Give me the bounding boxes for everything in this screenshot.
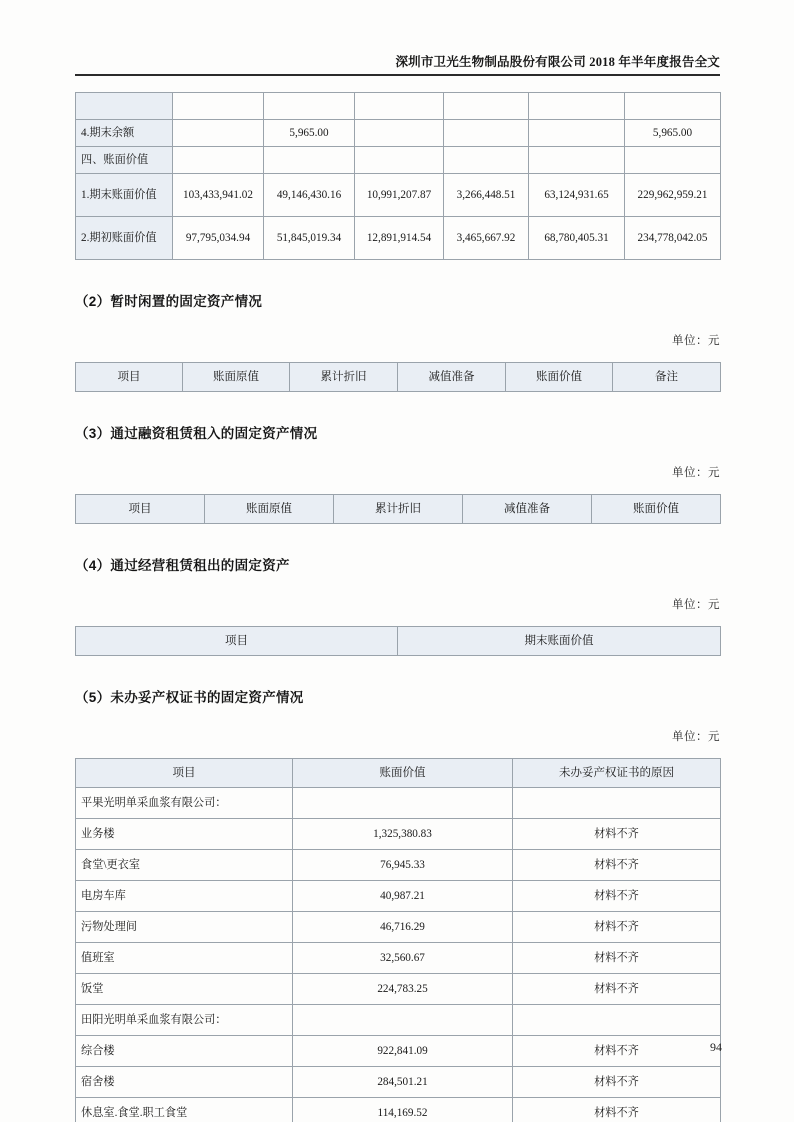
spacer	[75, 348, 720, 362]
table-row	[76, 217, 721, 260]
row-value: 12,891,914.54	[355, 217, 444, 260]
section-4-unit-label: 单位：元	[672, 599, 720, 611]
row-reason: 材料不齐	[513, 819, 721, 850]
row-value: 229,962,959.21	[625, 174, 721, 217]
row-item-label: 平果光明单采血浆有限公司：	[76, 788, 293, 819]
row-value	[444, 120, 529, 147]
table-header-row	[76, 363, 721, 392]
column-header-impairment-provision: 减值准备	[398, 363, 506, 392]
table-row	[76, 974, 721, 1005]
row-reason	[513, 1005, 721, 1036]
section-2-unit-label: 单位：元	[672, 335, 720, 347]
row-item-label: 电房车库	[76, 881, 293, 912]
row-item-label: 业务楼	[76, 819, 293, 850]
row-reason: 材料不齐	[513, 881, 721, 912]
section-5-title: （5）未办妥产权证书的固定资产情况	[75, 690, 304, 705]
column-header-reason: 未办妥产权证书的原因	[513, 759, 721, 788]
continued-table-body	[76, 93, 721, 260]
row-reason: 材料不齐	[513, 1067, 721, 1098]
operating-lease-out-assets-table	[75, 626, 721, 656]
header-divider-rule	[75, 74, 720, 76]
idle-fixed-assets-table-head	[76, 363, 721, 392]
row-book-value: 32,560.67	[293, 943, 513, 974]
row-value: 103,433,941.02	[173, 174, 264, 217]
row-value	[355, 147, 444, 174]
column-header-accumulated-depreciation: 累计折旧	[290, 363, 398, 392]
row-reason	[513, 788, 721, 819]
column-header-remark: 备注	[613, 363, 721, 392]
section-5-unit-label: 单位：元	[672, 731, 720, 743]
section-2-title: （2）暂时闲置的固定资产情况	[75, 294, 263, 309]
running-header-title: 深圳市卫光生物制品股份有限公司 2018 年半年度报告全文	[395, 55, 720, 69]
row-item-label: 饭堂	[76, 974, 293, 1005]
row-value	[529, 120, 625, 147]
row-value	[264, 93, 355, 120]
spacer	[75, 656, 720, 686]
row-value	[444, 147, 529, 174]
row-book-value: 114,169.52	[293, 1098, 513, 1122]
row-label: 四、账面价值	[76, 147, 173, 174]
row-book-value: 40,987.21	[293, 881, 513, 912]
section-3-unit-label: 单位：元	[672, 467, 720, 479]
column-header-accumulated-depreciation: 累计折旧	[334, 495, 463, 524]
row-item-label: 休息室.食堂.职工食堂	[76, 1098, 293, 1122]
column-header-impairment-provision: 减值准备	[463, 495, 592, 524]
column-header-item: 项目	[76, 495, 205, 524]
operating-lease-out-assets-table-head	[76, 627, 721, 656]
row-value	[173, 147, 264, 174]
row-value: 63,124,931.65	[529, 174, 625, 217]
row-book-value: 284,501.21	[293, 1067, 513, 1098]
table-row	[76, 943, 721, 974]
row-value	[264, 147, 355, 174]
column-header-item: 项目	[76, 363, 183, 392]
page-number: 94	[710, 1040, 722, 1054]
row-value	[173, 93, 264, 120]
row-reason: 材料不齐	[513, 912, 721, 943]
table-row	[76, 912, 721, 943]
column-header-original-value: 账面原值	[205, 495, 334, 524]
spacer	[75, 442, 720, 464]
row-value: 3,465,667.92	[444, 217, 529, 260]
fixed-assets-continued-table	[75, 92, 721, 260]
row-value: 10,991,207.87	[355, 174, 444, 217]
row-label	[76, 93, 173, 120]
section-4-title: （4）通过经营租赁租出的固定资产	[75, 558, 290, 573]
row-value: 234,778,042.05	[625, 217, 721, 260]
row-book-value	[293, 1005, 513, 1036]
row-value: 3,266,448.51	[444, 174, 529, 217]
table-row	[76, 1036, 721, 1067]
table-header-row	[76, 495, 721, 524]
row-value: 97,795,034.94	[173, 217, 264, 260]
section-3-title: （3）通过融资租赁租入的固定资产情况	[75, 426, 318, 441]
column-header-book-value: 账面价值	[592, 495, 721, 524]
page-content	[75, 92, 720, 1122]
row-value	[355, 93, 444, 120]
row-item-label: 田阳光明单采血浆有限公司：	[76, 1005, 293, 1036]
row-value: 68,780,405.31	[529, 217, 625, 260]
row-item-label: 污物处理间	[76, 912, 293, 943]
finance-lease-in-assets-table-head	[76, 495, 721, 524]
row-reason: 材料不齐	[513, 850, 721, 881]
spacer	[75, 524, 720, 554]
row-value: 5,965.00	[264, 120, 355, 147]
spacer	[75, 744, 720, 758]
spacer	[75, 574, 720, 596]
column-header-closing-book-value: 期末账面价值	[398, 627, 721, 656]
spacer	[75, 612, 720, 626]
row-item-label: 综合楼	[76, 1036, 293, 1067]
row-reason: 材料不齐	[513, 1098, 721, 1122]
row-value	[355, 120, 444, 147]
row-label: 4.期末余额	[76, 120, 173, 147]
row-book-value: 1,325,380.83	[293, 819, 513, 850]
row-book-value	[293, 788, 513, 819]
row-value	[529, 147, 625, 174]
table-header-row	[76, 759, 721, 788]
finance-lease-in-assets-table	[75, 494, 721, 524]
row-reason: 材料不齐	[513, 1036, 721, 1067]
row-value	[173, 120, 264, 147]
table-row	[76, 1098, 721, 1122]
row-item-label: 食堂\更衣室	[76, 850, 293, 881]
table-row	[76, 850, 721, 881]
row-item-label: 值班室	[76, 943, 293, 974]
table-row	[76, 174, 721, 217]
row-book-value: 46,716.29	[293, 912, 513, 943]
column-header-original-value: 账面原值	[183, 363, 290, 392]
row-value	[444, 93, 529, 120]
row-value: 5,965.00	[625, 120, 721, 147]
row-reason: 材料不齐	[513, 943, 721, 974]
column-header-item: 项目	[76, 759, 293, 788]
table-row	[76, 120, 721, 147]
assets-without-title-certificate-table-head	[76, 759, 721, 788]
table-row	[76, 788, 721, 819]
column-header-book-value: 账面价值	[293, 759, 513, 788]
row-book-value: 922,841.09	[293, 1036, 513, 1067]
row-reason: 材料不齐	[513, 974, 721, 1005]
row-value: 51,845,019.34	[264, 217, 355, 260]
row-item-label: 宿舍楼	[76, 1067, 293, 1098]
table-header-row	[76, 627, 721, 656]
row-book-value: 224,783.25	[293, 974, 513, 1005]
row-label: 1.期末账面价值	[76, 174, 173, 217]
table-row	[76, 1067, 721, 1098]
assets-without-title-certificate-table-body	[76, 788, 721, 1122]
spacer	[75, 706, 720, 728]
row-book-value: 76,945.33	[293, 850, 513, 881]
table-row	[76, 1005, 721, 1036]
spacer	[75, 260, 720, 290]
table-row	[76, 147, 721, 174]
spacer	[75, 310, 720, 332]
row-label: 2.期初账面价值	[76, 217, 173, 260]
spacer	[75, 480, 720, 494]
row-value	[625, 147, 721, 174]
assets-without-title-certificate-table	[75, 758, 721, 1122]
column-header-book-value: 账面价值	[506, 363, 613, 392]
row-value	[529, 93, 625, 120]
row-value: 49,146,430.16	[264, 174, 355, 217]
table-row	[76, 93, 721, 120]
table-row	[76, 819, 721, 850]
spacer	[75, 392, 720, 422]
column-header-item: 项目	[76, 627, 398, 656]
row-value	[625, 93, 721, 120]
idle-fixed-assets-table	[75, 362, 721, 392]
table-row	[76, 881, 721, 912]
